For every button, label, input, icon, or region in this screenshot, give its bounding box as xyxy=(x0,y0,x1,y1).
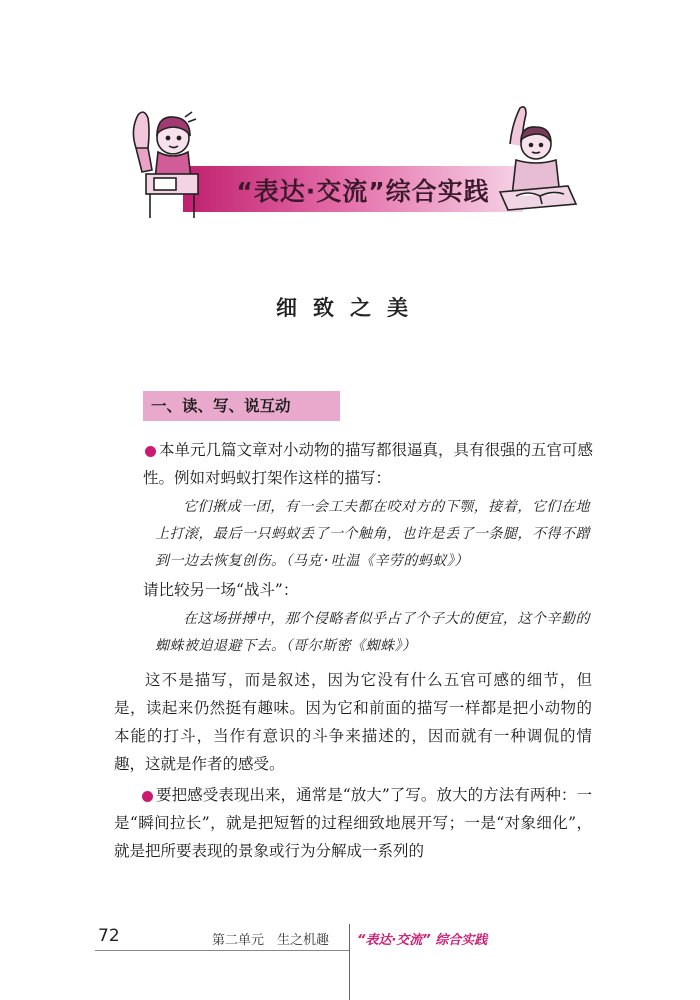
paragraph-1 xyxy=(143,436,593,492)
section-heading: 一、读、写、说互动 xyxy=(143,391,340,421)
footer-divider xyxy=(95,950,350,951)
footer-vertical-divider xyxy=(349,924,350,1000)
paragraph-1-text: 本单元几篇文章对小动物的描写都很逼真，具有很强的五官可感性。例如对蚂蚁打架作这样的描写： xyxy=(143,441,594,487)
bullet-icon xyxy=(142,791,153,802)
paragraph-4-text: 要把感受表现出来，通常是“放大”了写。放大的方法有两种：一是“瞬间拉长”，就是把短暂的过程细致地展开写；一是“对象细化”，就是把所要表现的景象或行为分解成一系列的 xyxy=(114,786,592,860)
quote-1: 它们揪成一团，有一会工夫都在咬对方的下颚，接着，它们在地上打滚，最后一只蚂蚁丢了一个触角，也许是丢了一条腿，不得不蹭到一边去恢复创伤。（马克·吐温《辛劳的蚂蚁》） xyxy=(155,499,590,569)
quote-2: 在这场拼搏中，那个侵略者似乎占了个子大的便宜，这个辛勤的蜘蛛被迫退避下去。（哥尔斯密《蜘蛛》） xyxy=(155,611,590,654)
paragraph-4 xyxy=(114,781,592,865)
bullet-icon xyxy=(145,446,156,457)
section-banner xyxy=(128,100,578,230)
paragraph-2: 请比较另一场“战斗”： xyxy=(143,581,299,599)
page-number: 72 xyxy=(98,926,120,946)
banner-title: “表达·交流”综合实践 xyxy=(236,177,490,206)
footer-section-label: “表达·交流” 综合实践 xyxy=(357,933,488,948)
footer-unit-label: 第二单元 生之机趣 xyxy=(212,933,330,948)
paragraph-3: 这不是描写，而是叙述，因为它没有什么五官可感的细节，但是，读起来仍然挺有趣味。因为它和前面的描写一样都是把小动物的本能的打斗，当作有意识的斗争来描述的，因而就有一种调侃的情趣，这就是作者的感受。 xyxy=(114,671,592,773)
page-title: 细致之美 xyxy=(276,296,424,320)
